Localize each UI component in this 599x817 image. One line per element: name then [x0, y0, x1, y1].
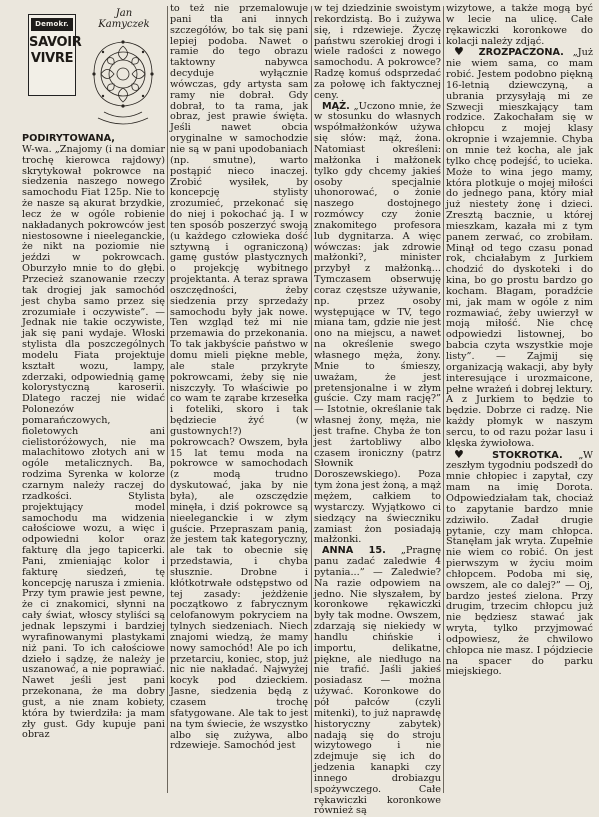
column-header: [22, 4, 165, 134]
letter-title: ANNA 15.: [322, 545, 386, 557]
letter-body: W-wa. „Znajomy (i na domiar trochę kierowca rajdowy) skrytykował pokrowce na siedzenia naszego nowego samochodu Fiat 125p. Nie to że nasze są akurat brzydkie, lecz że w ogóle robienie nakładanych pokrowców jest niestosowne i nieeleganckie, że nikt na poziomie nie jeździ w pokrowcach. Oburzyło mnie to do głębi. Przecież szanowanie rzeczy tak drogiej jak samochód jest chyba samo przez się zrozumiałe i oczywiste”. — Jednak nie takie oczywiste, jak się pani wydaje. Włoski stylista dla poszczególnych modelu Fiata projektuje kształt wozu, lampy, zderzaki, odpowiednią gamę kolorystyczną karoserii. Dlatego raczej nie widać Polonezów pomarańczowych, fioletowych ani cielistoróżowych, nie ma malachitowo złotych ani w ogóle metalicznych. Ba, rodzima Syrenka w kolorze czarnym należy raczej do rzadkości. Stylista projektujący model samochodu ma widzenia całościowe wozu, a więc i odpowiedni kolor oraz fakturę dla jego tapicerki. Pani, zmieniając kolor i fakturę siedzeń, tę koncepcję narusza i zmienia. Przy tym prawie jest pewne, że ci znakomici, słynni na cały świat, włoscy styliści są jednak lepszymi i bardziej wyrafinowanymi plastykami niż pani. To ich całościowe dzieło i sądzę, że należy je uszanować, a nie poprawiać. Nawet jeśli jest pani przekonana, że ma dobry gust, a nie znam kobiety, która by twierdziła: ja mam zły gust. Gdy kupuje pani obraz: [22, 143, 165, 741]
column-1: [22, 4, 165, 795]
column-text: to też nie przemalowuje pani tła ani innych szczegółów, bo tak się pani lepiej podoba. Nawet o ramie do tego obrazu taktowny nabywca decyduje wyłącznie wówczas, gdy artysta sam ramy nie dobrał. Gdy dobrał, to ta rama, jak obraz, jest prawie święta. Jeśli nawet obcia oryginalne w samochodzie nie są w pani upodobaniach (np. smutne), warto postąpić nieco inaczej. Zrobić wysiłek, by koncepcję stylisty zrozumieć, przekonać się do niej i pokochać ją. I w ten sposób poszerzyć swoją (u każdego człowieka dość sztywną i ograniczoną) gamę gustów plastycznych o projekcję wybitnego projektanta. A teraz sprawa oszczędności, żeby siedzenia przy sprzedaży samochodu były jak nowe. Ten wzgląd też mi nie przemawia do przekonania. To tak jakbyście państwo w domu mieli piękne meble, ale stale przykryte pokrowcami, żeby się nie niszczyły. To właściwie po co wam te ząrabe krzesełka i foteliki, skoro i tak będziecie żyć (w gustownych!?) pokrowcach? Owszem, była 15 lat temu moda na pokrowce w samochodach (z modą trudno dyskutować, jaka by nie była), ale ozsczędzie minęła, i dziś pokrowce są nieeleganckie i w złym guście. Przepraszam panią, że jestem tak kategoryczny, ale tak to obecnie się przedstawia, i chyba słusznie. Drobne i kłótkotrwałe odstępstwo od tej zasady: jeżdżenie początkowo z fabrycznym celofanowym pokryciem na tylnych siedzeniach. Niech znajomi wiedzą, że mamy nowy samochód! Ale po ich przetarciu, koniec, stop, już nic nie nakładać. Najwyżej kocyk pod dzieckiem. Jasne, siedzenia będą z czasem trochę sfatygowane. Ale tak to jest na tym świecie, że wszystko albo się zużywa, albo rdzewieje. Samochód jest: [170, 3, 308, 752]
letter-podirytowana: [22, 134, 165, 741]
column-divider: [443, 6, 444, 793]
column-divider: [311, 6, 312, 793]
letter-body: „W zeszłym tygodniu podszedł do mnie chłopiec i zapytał, czy mam na imię Dorota. Odpowiedziałam tak, chociaż to zapytanie bardzo mnie zdziwiło. Zadał drugie pytanie, czy mam chłopca. Stanęłam jak wryta. Zupełnie nie wiem co robić. On jest pierwszym w życiu moim chłopcem. Podoba mi się, owszem, ale co dalej?” — Oj, bardzo jesteś zielona. Przy drugim, trzecim chłopcu już nie będziesz stawać jak wryta, tylko przyjmować odpowiesz, że chwilowo chłopca nie masz. I pójdziecie na spacer do parku miejskiego.: [446, 449, 593, 678]
letter-title: MĄŻ.: [322, 100, 350, 112]
logo-line2: VIVRE: [30, 51, 74, 66]
column-2: [170, 4, 308, 795]
savoir-vivre-logo: [28, 14, 82, 96]
letter-maz: [314, 102, 441, 547]
column-divider: [167, 6, 168, 793]
logo-line1: SAVOIR: [29, 35, 82, 50]
lace-ornament-icon: [84, 34, 162, 126]
letter-zrozpaczona: [446, 47, 593, 449]
column-text: wizytowe, a także mogą być w lecie na ulicę. Całe rękawiczki koronkowe do kolacji należy zdjąć.: [446, 3, 593, 47]
author-byline: [84, 8, 164, 30]
heart-icon: ♥: [454, 45, 470, 59]
letter-body: „Już nie wiem sama, co mam robić. Jestem podobno piękną 16-letnią dziewczyną, a ubrania przysyłają mi ze Szwecji mieszkający tam rodzice. Zakochałam się w chłopcu z mojej klasy okropnie i wzajemnie. Chyba on mnie też kocha, ale jak tylko chcę podejść, to ucieka. Może to wina jego mamy, która plotkuje o mojej miłości do jednego pana, który miał już niestety żonę i dzieci. Zresztą bacznie, u której mieszkam, kazała mi z tym panem zerwać, co zrobiłam. Minął od tego czasu ponad rok, chciałabym z Jurkiem chodzić do dyskoteki i do kina, bo go prostu bardzo go kocham. Błagam, poradźcie mi, jak mam w ogóle z nim rozmawiać, żeby uwierzył w moją miłość. Nie chcę odpowiedzi listownej, bo babcia czyta wszystkie moje listy”. — Zajmij się organizacją wakacji, aby były interesujące i urozmaicone, pełne wrażeń i dobrej lektury. A z Jurkiem to będzie to będzie. Dobrze ci radzę. Nie każdy płomyk w naszym sercu, to od razu pożar lasu i klęska żywiołowa.: [446, 47, 593, 449]
column-3: [314, 3, 441, 817]
letter-title: ZROZPACZONA.: [478, 47, 564, 59]
heart-icon: ♥: [454, 447, 477, 461]
letter-title: STOKROTKA.: [492, 449, 563, 461]
logo-top-label: Demokr.: [35, 20, 69, 28]
author-first-name: Jan: [115, 8, 133, 19]
column-text: w tej dziedzinie swoistym rekordzistą. Bo i zużywa się, i rdzewieje. Życzę państwu szerokiej drogi i wiele radości z nowego samochodu. A pokrowce? Radzę komuś odsprzedać za połowę ich faktycznej ceny.: [314, 3, 441, 101]
letter-body: „Pragnę panu zadać zaledwie 4 pytania...” — Zaledwie? Na razie odpowiem na jedno. Nie słyszałem, by koronkowe rękawiczki były tak modne. Owszem, zdarzają się niekiedy w handlu chińskie i importu, delikatne, piękne, ale niedługo na nie trafić. Jaśli jakieś posiadasz — można używać. Koronkowe do pół pałców (czyli mitenki), to już naprawdę historyczny zabytek) nadają się do stroju wizytowego i nie zdejmuje się ich do jedzenia kanapki czy innego drobiazgu spożywczego. Całe rękawiczki koronkowe również są: [314, 545, 441, 817]
logo-title: [29, 35, 82, 67]
author-last-name: Kamyczek: [98, 19, 150, 30]
column-4: [446, 4, 593, 795]
letter-title: PODIRYTOWANA,: [22, 133, 115, 144]
letter-anna: [314, 546, 441, 817]
letter-stokrotka: [446, 447, 593, 679]
letter-body: „Uczono mnie, że w stosunku do własnych współmałżonków używa się słów: mąż, żona. Natomiast określeni: małżonka i małżonek tylko gdy chcemy jakieś osoby specjalnie uhonorować, o żonie naszego dostojnego rozmówcy czy żonie znakomitego profesora lub dygnitarza. A więc wówczas: jak zdrowie małżonki?, minister przybył z małżonką... Tymczasem obserwuję coraz częstsze używanie, np. przez osoby występujące w TV, tego miana tam, gdzie nie jest ono na miejscu, a nawet na określenie swego własnego męża, żony. Mnie to śmieszy, uważam, że jest pretensjonalne i w złym guście. Czy mam rację?” — Istotnie, określanie tak własnej żony, męża, nie jest trafne. Chyba że ton jest żartobliwy albo czasem ironiczny (patrz Słownik Doroszewskiego). Poza tym żona jest żoną, a mąż mężem, całkiem to wystarczy. Wyjątkowo ci siedzący na świeczniku zamiast żon posiadają małżonki.: [314, 100, 441, 546]
